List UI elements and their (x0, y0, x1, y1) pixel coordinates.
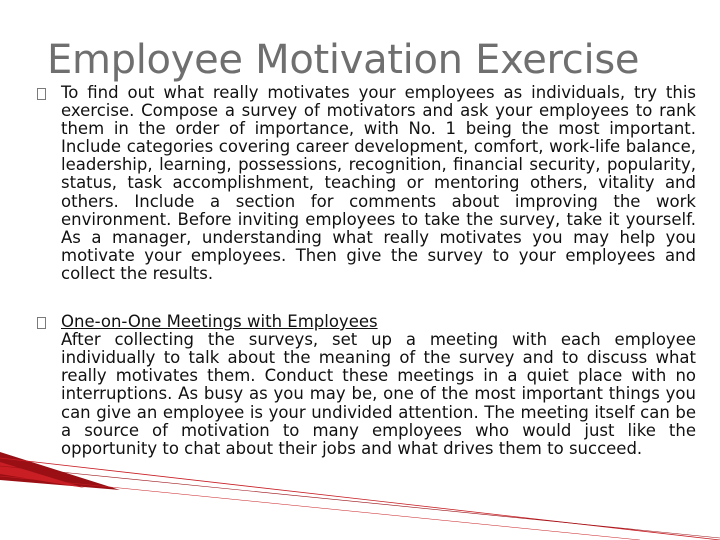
bullet-list (36, 84, 696, 488)
bullet-body (61, 313, 696, 458)
square-bullet-icon (37, 317, 46, 329)
bullet-item-meetings (36, 313, 696, 458)
bullet-heading-link[interactable]: One-on-One Meetings with Employees (61, 312, 378, 332)
bullet-body (61, 84, 696, 283)
slide-title: Employee Motivation Exercise (47, 37, 640, 83)
square-bullet-icon (37, 88, 46, 100)
bullet-paragraph: To find out what really motivates your employees as individuals, try this exercise. Compose a survey of motivators and ask your employees to rank them in the order of importance, with No. 1 being the most important. Include categories covering career development, comfort, work-life balance, leadership, learning, possessions, recognition, financial security, popularity, status, task accomplishment, teaching or mentoring others, vitality and others. Include a section for comments about improving the work environment. Before inviting employees to take the survey, take it yourself. As a manager, understanding what really motivates you may help you motivate your employees. Then give the survey to your employees and collect the results. (61, 83, 696, 283)
bullet-paragraph: After collecting the surveys, set up a meeting with each employee individually to talk about the meaning of the survey and to discuss what really motivates them. Conduct these meetings in a quiet place with no interruptions. As busy as you may be, one of the most important things you can give an employee is your undivided attention. The meeting itself can be a source of motivation to many employees who would just like the opportunity to chat about their jobs and what drives them to succeed. (61, 330, 696, 458)
bullet-item-survey (36, 84, 696, 283)
